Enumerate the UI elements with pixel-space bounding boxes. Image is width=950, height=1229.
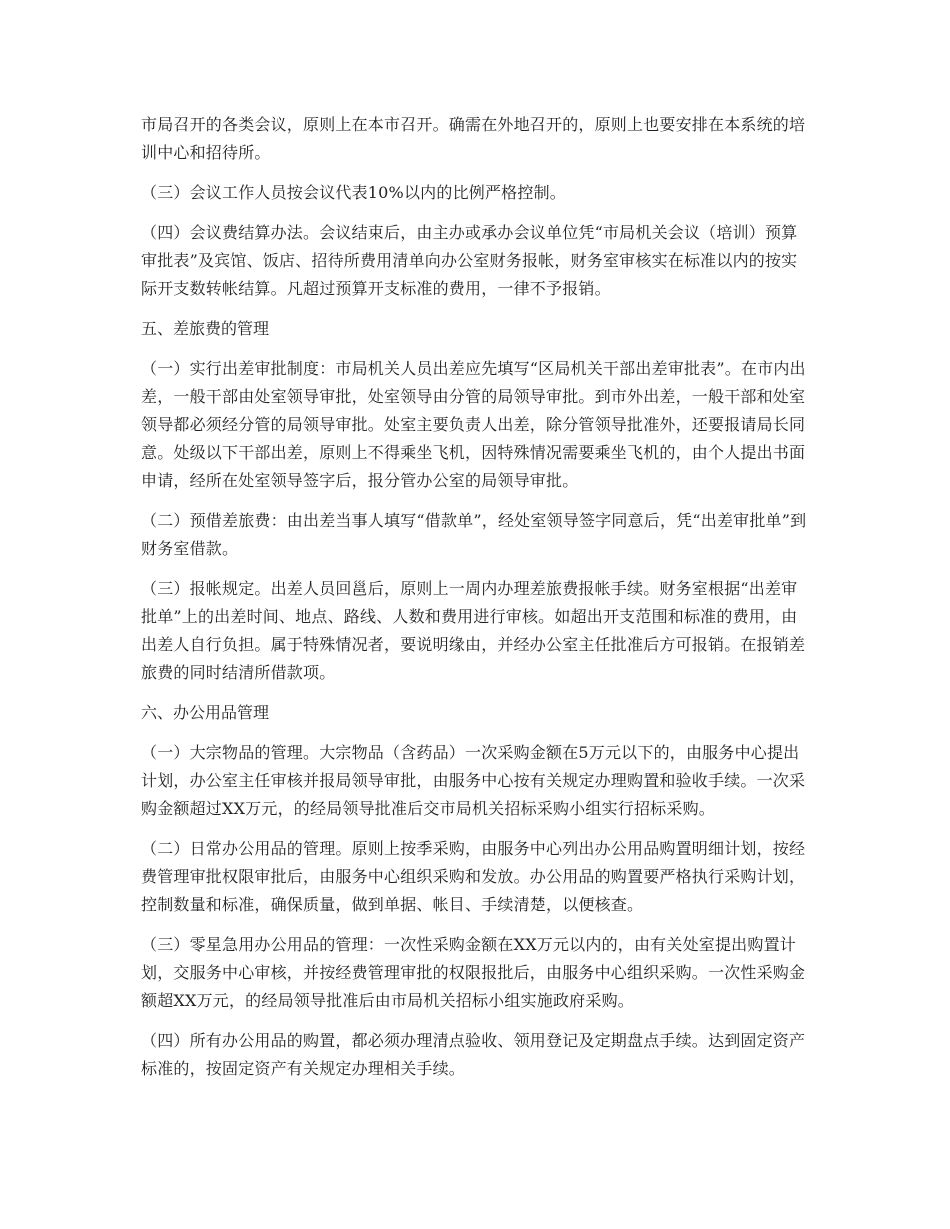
paragraph-daily-supplies: （二）日常办公用品的管理。原则上按季采购，由服务中心列出办公用品购置明细计划，按经费管理审批权限审批后，由服务中心组织采购和发放。办公用品的购置要严格执行采购计划，控制数量和标准，确保质量，做到单据、帐目、手续清楚，以便核查。	[141, 839, 806, 914]
paragraph-bulk-items: （一）大宗物品的管理。大宗物品（含药品）一次采购金额在5万元以下的，由服务中心提出计划，办公室主任审核并报局领导审批，由服务中心按有关规定办理购置和验收手续。一次采购金额超过XX万元，的经局领导批准后交市局机关招标采购小组实行招标采购。	[141, 743, 806, 818]
paragraph-meeting-staff: （三）会议工作人员按会议代表10%以内的比例严格控制。	[141, 183, 566, 202]
paragraph-supply-inventory: （四）所有办公用品的购置，都必须办理清点验收、领用登记及定期盘点手续。达到固定资产标准的，按固定资产有关规定办理相关手续。	[141, 1031, 806, 1078]
section-heading-office-supplies: 六、办公用品管理	[141, 703, 270, 722]
paragraph-meeting-settlement: （四）会议费结算办法。会议结束后，由主办或承办会议单位凭“市局机关会议（培训）预算审批表”及宾馆、饭店、招待所费用清单向办公室财务报帐，财务室审核实在标准以内的按实际开支数转帐结算。凡超过预算开支标准的费用，一律不予报销。	[141, 223, 798, 298]
paragraph-urgent-supplies: （三）零星急用办公用品的管理：一次性采购金额在XX万元以内的，由有关处室提出购置计划，交服务中心审核，并按经费管理审批的权限报批后，由服务中心组织采购。一次性采购金额超XX万元，的经局领导批准后由市局机关招标小组实施政府采购。	[141, 935, 806, 1010]
section-heading-travel: 五、差旅费的管理	[141, 319, 270, 338]
document-body	[141, 111, 811, 1095]
paragraph-travel-advance: （二）预借差旅费：由出差当事人填写“借款单”，经处室领导签字同意后，凭“出差审批单”到财务室借款。	[141, 511, 807, 558]
paragraph-travel-reimbursement: （三）报帐规定。出差人员回邕后，原则上一周内办理差旅费报帐手续。财务室根据“出差审批单”上的出差时间、地点、路线、人数和费用进行审核。如超出开支范围和标准的费用，由出差人自行负担。属于特殊情况者，要说明缘由，并经办公室主任批准后方可报销。在报销差旅费的同时结清所借款项。	[141, 579, 806, 682]
paragraph-travel-approval: （一）实行出差审批制度：市局机关人员出差应先填写“区局机关干部出差审批表”。在市内出差，一般干部由处室领导审批，处室领导由分管的局领导审批。到市外出差，一般干部和处室领导都必须经分管的局领导审批。处室主要负责人出差，除分管领导批准外，还要报请局长同意。处级以下干部出差，原则上不得乘坐飞机，因特殊情况需要乘坐飞机的，由个人提出书面申请，经所在处室领导签字后，报分管办公室的局领导审批。	[141, 359, 806, 490]
paragraph-meeting-location: 市局召开的各类会议，原则上在本市召开。确需在外地召开的，原则上也要安排在本系统的培训中心和招待所。	[141, 115, 806, 162]
